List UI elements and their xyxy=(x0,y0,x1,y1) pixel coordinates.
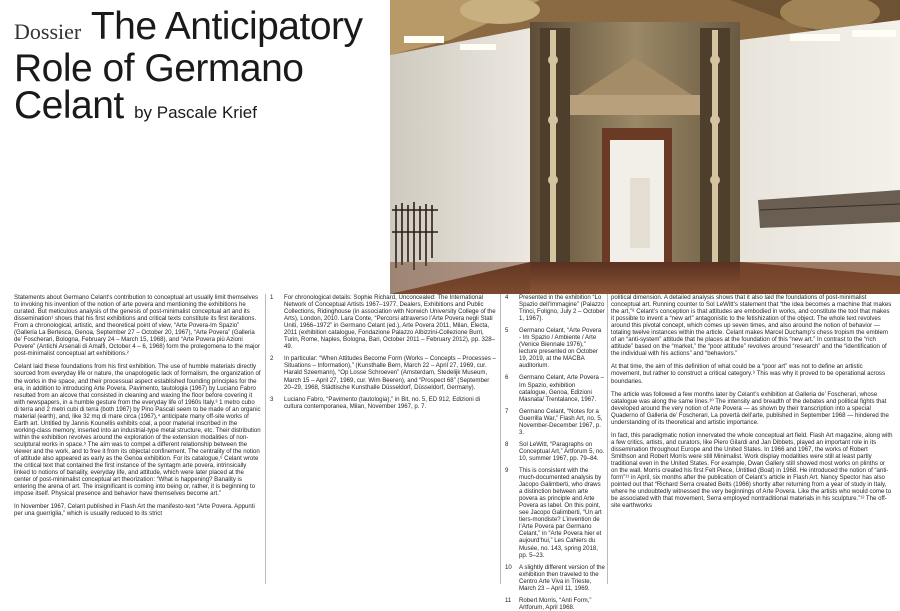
footnote-text: Robert Morris, “Anti Form,” Artforum, April 1968. xyxy=(519,596,592,611)
footnote-text: Sol LeWitt, “Paragraphs on Conceptual Art,” Artforum 5, no. 10, summer 1967, pp. 79–84. xyxy=(519,440,605,462)
byline: by Pascale Krief xyxy=(134,103,257,122)
footnote-text: A slightly different version of the exhibition then traveled to the Centro Arte Viva in Trieste, March 23 – April 11, 1969. xyxy=(519,563,605,592)
footnote-number: 8 xyxy=(505,440,509,448)
footnote-number: 1 xyxy=(270,294,274,301)
paragraph: In November 1967, Celant published in Flash Art the manifesto-text “Arte Povera. Appunti per una guerriglia,” which is usually reduced to its strict xyxy=(14,503,255,518)
footnote xyxy=(505,441,605,462)
footnote-text: Germano Celant, “Notes for a Guerrilla War,” Flash Art, no. 5, November-December 1967, p. 3. xyxy=(519,407,603,436)
column-divider xyxy=(500,294,501,584)
footnote-text: Luciano Fabro, “Pavimento (tautologia),” in Bit, no. 5, ED 912, Edizioni di cultura contemporanea, Milan, November 1967, p. 7. xyxy=(284,395,481,410)
footnote-number: 7 xyxy=(505,407,509,415)
footnote xyxy=(505,467,605,559)
footnote-text: Germano Celant, “Arte Povera - Im Spazio / Ambiente / Arte (Venice Biennale 1976),” lecture presented on October 19, 2019, at the MACBA auditorium. xyxy=(519,327,602,370)
footnote-number: 3 xyxy=(270,395,274,403)
footnote xyxy=(505,597,605,611)
footnote-text: Germano Celant, Arte Povera – Im Spazio, exhibition catalogue, Genoa, Edizioni Masnata/ Trentalance, 1967. xyxy=(519,374,605,403)
column-divider xyxy=(607,294,608,584)
paragraph: In fact, this paradigmatic notion innervated the whole conceptual art field. Flash Art magazine, along with a few critics, artists, and curators, like Piero Gilardi and Jan Dibbets, played an important role in its dissemination throughout Europe and the United States. In 1966 and 1967, the works of Robert Smithson and Robert Morris were still Minimalist. Work display modalities were still at least partly traditional even in the United States. For example, Dwan Gallery still showed most works on plinths or on the wall. Morris created his first Felt Piece, Untitled (Boat) in 1968. He introduced the notion of “anti-form”¹¹ in April, six months after the publication of Celant’s article in Flash Art. Nancy Spector has also pointed out that “Richard Serra created Belts (1966) shortly after returning from a year of study in Italy, where he undoubtedly witnessed the very beginnings of Arte Povera. Like the artists who would come to be associated with that movement, Serra employed nontraditional materials in his sculpture.”¹² The off-site earthworks xyxy=(611,431,893,510)
footnote-number: 2 xyxy=(270,355,274,363)
paragraph: political dimension. A detailed analysis shows that it also laid the foundations of post-minimalist conceptual art. Running counter to Sol LeWitt’s statement that “the idea becomes a machine that makes the art,”⁸ Celant’s conception is that attitudes are embodied in works, and constitute the tool that makes it possible to invent a “new art” antagonistic to the fetishization of the object. The whole text revolves around this pivotal concept, which comes up seven times, and also around the notion of behavior — totaling twelve instances within the article. Celant makes Marcel Duchamp’s chess tropism the emblem of an “anti-system” attitude that he places at the foundation of this “new art.” In contrast to the “rich attitude” based on the “market,” the “poor attitude” revolves around “research” and the “identification of the individual with his actions” and “behaviors.” xyxy=(611,294,892,358)
footnote-text: For chronological details: Sophie Richard, Unconcealed: The International Network of Conceptual Artists 1967–1977, Dealers, Exhibitions and Public Collections, Ridinghouse (in association with Norwich University College of the Arts), London, 2010. Lara Conte, “Percorsi attraverso l’Arte Povera negli Stati Uniti, 1966–1972” in Germano Celant (ed.), Arte Povera 2011, Milan, Electa, 2011 (exhibition catalogue, Fondazione Palazzo Albizzini-Collezione Burri, Turin, Rome, Naples, Bologna, Bari, October 2011 – February 2012), pp. 328–49. xyxy=(284,294,496,351)
footnote-number: 11 xyxy=(505,596,512,604)
section-kicker: Dossier xyxy=(14,19,82,44)
footnote-text: This is consistent with the much-documented analysis by Jacopo Galimberti, who draws a distinction between arte povera as principle and Arte Povera as label. On this point, see Jacopo Galimberti, “Un art tiers-mondiste? L’invention de l’Arte Povera par Germano Celant,” in “Arte Povera hier et aujourd’hui,” Les Cahiers du Musée, no. 143, spring 2018, pp. 5–23. xyxy=(519,466,602,559)
body-column-2 xyxy=(611,294,893,584)
footnote-number: 9 xyxy=(505,466,509,474)
paragraph: At that time, the aim of this definition of what could be a “poor art” was not to define an artistic movement, but rather to construct a critical category.⁹ This was why it proved to be operational across boundaries. xyxy=(611,363,886,385)
footnote-number: 4 xyxy=(505,294,509,301)
paragraph: Statements about Germano Celant’s contribution to conceptual art usually limit themselves to invoking his invention of the notion of arte povera and mentioning the exhibitions he curated. But meticulous analysis of the genesis of post-minimalist conceptual art and its dissemination¹ shows that his first exhibitions and critical texts constitute its first iterations. From a chronological, artistic, and theoretical point of view, “Arte Povera-Im Spazio” (Galleria La Bertesca, Genoa, September 27 – October 20, 1967), “Arte Povera” (Galleria de’ Foscherari, Bologna, February 24 – March 15, 1968), and “Arte Povera più Azioni Povere” (Antichi Arsenali di Amalfi, October 4 – 6, 1968) form the prolegomena to the major post-minimalist conceptual art exhibitions.² xyxy=(14,294,260,358)
gallery-installation-photo xyxy=(390,0,900,294)
footnote xyxy=(505,564,605,592)
paragraph: The article was followed a few months later by Celant’s exhibition at Galleria de’ Foscherari, whose catalogue was along the same lines.¹⁰ The intensity and breadth of the debates and political fights that developed around the very notion of Arte Povera — as shown by their transcription into a special Quaderno of Galleria de’ Foscherari, La povertà dell’arte, published in September 1968 — hindered the understanding of its theoretical and artistic importance. xyxy=(611,390,889,426)
footnotes-column-1 xyxy=(270,294,498,584)
paragraph: Celant laid these foundations from his first exhibition. The use of humble materials directly sourced from everyday life or nature, the unapologetic lack of formalism, the organization of the works in the space, and their processual aspect established founding principles for the era, in addition to introducing Arte Povera. Pavimento, tautologia (1967) by Luciano Fabro resulted from an alcove that consisted in cleaning and waxing the floor before covering it with newspapers, in a humble gesture from the everyday life of 1960s Italy.³ 1 metro cubo di terra and 2 metri cubi di terra (both 1967) by Pino Pascali seem to be made of an organic material (earth), and, like 32 mq di mare circa (1967),⁴ anticipate many off-site works of Earth art. Untitled by Jannis Kounellis exhibits coal, a poor material inscribed in the working-class memory, inserted into an industrial-type metal structure, etc. Their distribution within the exhibition revolves around the exploration of the extension modalities of non-sculptural works in space.⁵ The aim was to compel a different relationship between the viewer and the work, and to free it from its objectal confinement. The centrality of the notion of attitude also appeared as early as the Genoa exhibition. For its catalogue,⁶ Celant wrote the critical text that contained the first instance of the syntagm arte povera, intrinsically linked to notions of banality, everyday life, and attitude, which were later placed at the center of post-minimalist conceptual art theorization: “What is happening? Banality is entering the arena of art. The insignificant is coming into being or, rather, it is beginning to impose itself. Physical presence and behavior have themselves become art.” xyxy=(14,363,261,498)
footnote-number: 10 xyxy=(505,563,512,571)
footnote xyxy=(505,374,605,402)
column-divider xyxy=(265,294,266,584)
footnote-number: 6 xyxy=(505,374,509,382)
title-line-1 xyxy=(14,5,374,50)
title-line-2: Role of Germano xyxy=(14,47,304,90)
footnote xyxy=(270,294,498,350)
title-text-3: Celant xyxy=(14,84,124,127)
footnote-text: Presented in the exhibition “Lo Spazio dell’Immagine” (Palazzo Trinci, Foligno, July 2 – October 1, 1967). xyxy=(519,294,605,323)
article-header xyxy=(14,5,374,131)
footnote xyxy=(505,294,605,322)
footnote-text: In particular: “When Attitudes Become Form (Works – Concepts – Processes – Situations – Information),” (Kunsthalle Bern, March 22 – April 27, 1969, cur. Harald Szeemann), “Op Losse Schroeven” (Amsterdam, Stedelijk Museum, March 15 – April 27, 1969, cur. Wim Beeren), and “Prospect 68” (September 20–29, 1968, Städtische Kunsthalle Düsseldorf, Düsseldorf, Germany). xyxy=(284,355,496,391)
footnote xyxy=(505,408,605,436)
footnote xyxy=(270,355,498,390)
title-text-1: The Anticipatory xyxy=(90,5,363,48)
footnote xyxy=(270,396,498,410)
footnote-number: 5 xyxy=(505,327,509,335)
body-column-1 xyxy=(14,294,261,584)
footnotes-column-2 xyxy=(505,294,605,611)
footnote xyxy=(505,327,605,369)
title-line-3 xyxy=(14,84,374,131)
